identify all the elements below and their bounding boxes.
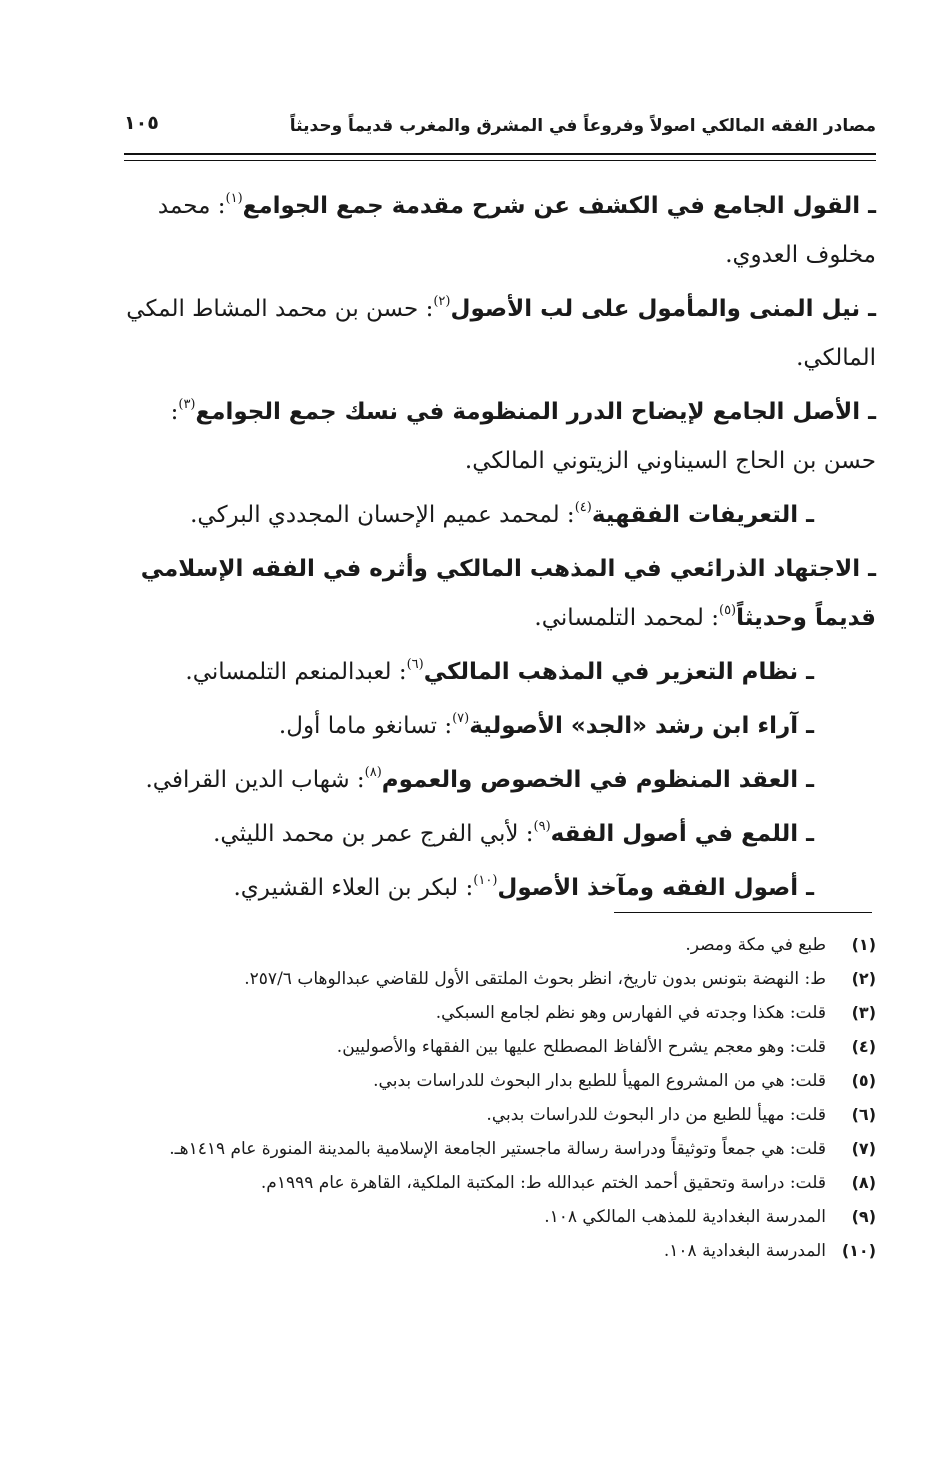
footnote-ref: (٧) [452,711,470,726]
footnote [124,1166,876,1200]
entry-author: : لمحمد عميم الإحسان المجددي البركي. [190,502,575,528]
entry-title: ـ الأصل الجامع لإيضاح الدرر المنظومة في نسك جمع الجوامع [195,399,876,425]
footnote-number: (٤) [851,1037,876,1056]
footnote [124,928,876,962]
running-header [124,110,876,154]
entry-author: : تسانغو ماما أول. [278,713,453,739]
entry-title: ـ التعريفات الفقهية [591,502,814,528]
footnote-separator [614,912,872,913]
entry-title: ـ نيل المنى والمأمول على لب الأصول [450,296,876,322]
footnote-number: (٩) [851,1207,876,1226]
entry-author: : لعبدالمنعم التلمساني. [185,659,407,685]
entry [124,864,876,913]
entry-title: ـ أصول الفقه ومآخذ الأصول [497,875,814,901]
footnote-text: قلت: هي من المشروع المهيأ للطبع بدار البحوث للدراسات بدبي. [373,1071,826,1091]
entry-title: ـ اللمع في أصول الفقه [550,821,814,847]
footnote-text: قلت: دراسة وتحقيق أحمد الختم عبدالله ط: المكتبة الملكية، القاهرة عام ١٩٩٩م. [260,1173,826,1193]
footnote-number: (٨) [851,1173,876,1192]
entry-author: : حسن بن محمد المشاط المكي المالكي. [126,296,876,371]
footnote-ref: (٥) [718,603,737,618]
entry [124,810,876,859]
footnote [124,1132,876,1166]
entry-author: : لمحمد التلمساني. [534,605,719,631]
footnote-number: (٣) [851,1003,876,1022]
footnote-ref: (٣) [178,397,196,412]
footnote-number: (٢) [851,969,876,988]
footnote-text: المدرسة البغدادية للمذهب المالكي ١٠٨. [544,1207,826,1227]
entry-title: ـ القول الجامع في الكشف عن شرح مقدمة جمع الجوامع [242,193,876,219]
footnote [124,1064,876,1098]
page-number: ١٠٥ [124,112,159,134]
entry-author: : محمد مخلوف العدوي. [157,193,876,268]
entry-author: : حسن بن الحاج السيناوني الزيتوني المالكي. [170,399,876,474]
footnote-text: قلت: وهو معجم يشرح الألفاظ المصطلح عليها بين الفقهاء والأصوليين. [336,1037,826,1057]
entry [124,702,876,751]
footnote-ref: (١) [225,191,243,206]
footnote [124,1098,876,1132]
entry [124,648,876,697]
footnote-text: المدرسة البغدادية ١٠٨. [663,1241,826,1261]
entry-author: : لبكر بن العلاء القشيري. [233,875,474,901]
footnote [124,1200,876,1234]
footnote-text: قلت: مهيأ للطبع من دار البحوث للدراسات بدبي. [486,1105,826,1125]
footnote-number: (١) [851,935,876,954]
footnote [124,1234,876,1268]
footnote [124,962,876,996]
footnote-ref: (٩) [533,819,551,834]
entry [124,545,876,643]
entry-title: ـ العقد المنظوم في الخصوص والعموم [381,767,814,793]
footnote-ref: (٤) [574,500,592,515]
footnote-ref: (٦) [406,657,424,672]
footnote [124,1030,876,1064]
footnote-ref: (١٠) [473,873,498,888]
footnote-text: طبع في مكة ومصر. [685,935,826,955]
entry-title: ـ الاجتهاد الذرائعي في المذهب المالكي وأثره في الفقه الإسلامي قديماً وحديثاً [140,556,876,631]
entries-list [124,182,876,918]
footnote [124,996,876,1030]
entry [124,182,876,280]
entry-author: : شهاب الدين القرافي. [145,767,365,793]
footnote-text: قلت: هكذا وجدته في الفهارس وهو نظم لجامع السبكي. [435,1003,826,1023]
entry-title: ـ نظام التعزير في المذهب المالكي [423,659,814,685]
footnote-ref: (٢) [433,294,451,309]
footnote-number: (٦) [851,1105,876,1124]
footnote-number: (٧) [851,1139,876,1158]
footnote-ref: (٨) [364,765,382,780]
entry [124,285,876,383]
entry-author: : لأبي الفرج عمر بن محمد الليثي. [213,821,534,847]
footnote-text: ط: النهضة بتونس بدون تاريخ، انظر بحوث الملتقى الأول للقاضي عبدالوهاب ٢٥٧/٦. [244,969,826,989]
entry [124,756,876,805]
running-title: مصادر الفقه المالكي اصولاً وفروعاً في المشرق والمغرب قديماً وحديثاً [289,116,876,136]
header-rule [124,153,876,161]
entry [124,491,876,540]
footnote-number: (٥) [851,1071,876,1090]
entry [124,388,876,486]
footnote-text: قلت: هي جمعاً وتوثيقاً ودراسة رسالة ماجستير الجامعة الإسلامية بالمدينة المنورة عام ١٤١٩هـ. [169,1139,826,1159]
footnotes [124,928,876,1268]
entry-title: ـ آراء ابن رشد «الجد» الأصولية [469,713,814,739]
footnote-number: (١٠) [841,1241,876,1260]
